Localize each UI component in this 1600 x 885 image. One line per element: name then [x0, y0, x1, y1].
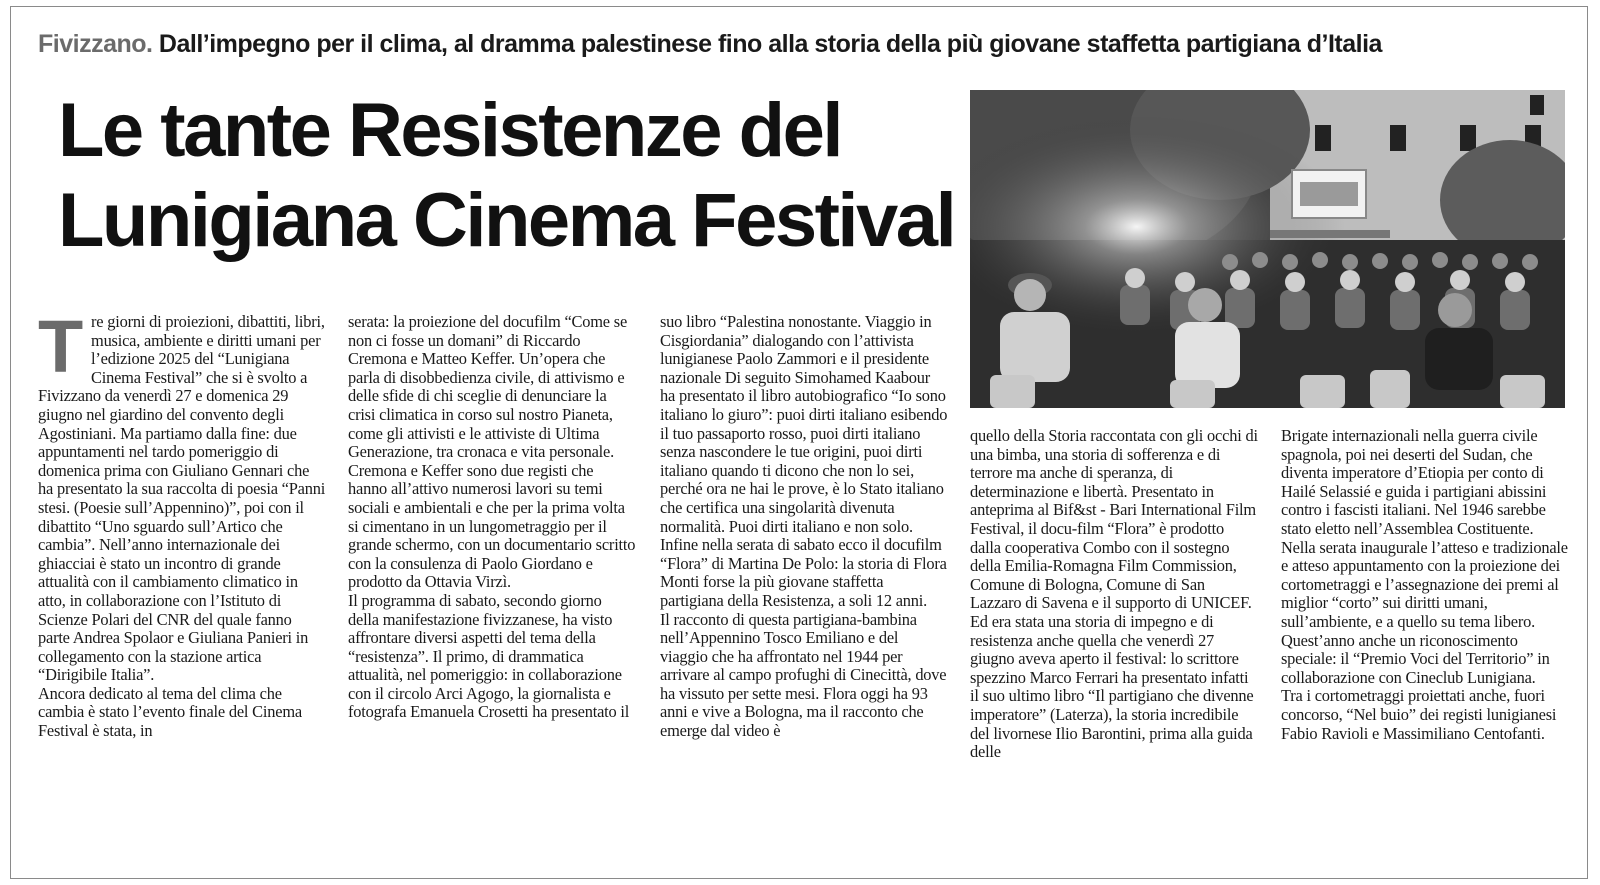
article-column-2: [348, 313, 636, 722]
headline-line-2: Lunigiana Cinema Festival: [58, 178, 955, 263]
screen-image: [1300, 182, 1358, 206]
drop-cap: T: [38, 305, 84, 388]
photo-illustration: [970, 90, 1565, 408]
paragraph: Ed era stata una storia di impegno e di resistenza anche quella che venerdì 27 giugno aveva aperto il festival: lo scrittore spezzino Marco Ferrari ha presentato infatti il suo ultimo libro “Il partigiano che divenne imperatore” (Laterza), la storia incredibile del livornese Ilio Barontini, prima alla guida delle: [970, 611, 1254, 762]
kicker-subtitle: Dall’impegno per il clima, al dramma palestinese fino alla storia della più giovane staffetta partigiana d’Italia: [158, 30, 1382, 58]
paragraph: Il racconto di questa partigiana-bambina nell’Appennino Tosco Emiliano e del viaggio che ha affrontato nel 1944 per arrivare al campo profughi di Cinecittà, dove ha vissuto per sette mesi. Flora oggi ha 93 anni e vive a Bologna, ma il racconto che emerge dal video è: [660, 609, 947, 741]
paragraph: Tra i cortometraggi proiettati anche, fuori concorso, “Nel buio” dei registi lunigianesi Fabio Ravioli e Massimiliano Centofanti.: [1281, 686, 1557, 743]
article-column-3: [660, 313, 948, 741]
article-photo: [970, 90, 1565, 408]
paragraph: Ancora dedicato al tema del clima che cambia è stato l’evento finale del Cinema Festival è stata, in: [38, 683, 302, 741]
paragraph: re giorni di proiezioni, dibattiti, libri, musica, ambiente e diritti umani per l’edizione 2025 del “Lunigiana Cinema Festival” che si è svolto a Fivizzano da venerdì 27 e domenica 29 giugno nel giardino del convento degli Agostiniani. Ma partiamo dalla fine: due appuntamenti nel tardo pomeriggio di domenica prima con Giuliano Gennari che ha presentato la sua raccolta di poesia “Panni stesi. (Poesie sull’Appennino)”, poi con il dibattito “Uno sguardo sull’Artico che cambia”. Nell’anno internazionale dei ghiacciai è stato un incontro di grande attualità con il cambiamento climatico in atto, in collaborazione con l’Istituto di Scienze Polari del CNR del quale fanno parte Andrea Spolaor e Giuliana Panieri in collegamento con la stazione artica “Dirigibile Italia”.: [38, 312, 326, 685]
paragraph: quello della Storia raccontata con gli occhi di una bimba, una storia di sofferenza e di terrore ma anche di speranza, di determinazione e libertà. Presentato in anteprima al Bif&st - Bari International Film Festival, il docu-film “Flora” è prodotto dalla cooperativa Combo con il sostegno della Emilia-Romagna Film Commission, Comune di Bologna, Comune di San Lazzaro di Savena e il supporto di UNICEF.: [970, 426, 1258, 613]
article-column-4: [970, 427, 1258, 762]
article-column-1: [38, 305, 326, 741]
headline-line-1: Le tante Resistenze del: [58, 88, 841, 173]
kicker-place: Fivizzano.: [38, 30, 153, 58]
paragraph: serata: la proiezione del docufilm “Come se non ci fosse un domani” di Riccardo Cremona e Matteo Keffer. Un’opera che parla di disobbedienza civile, di attivismo e delle sfide di chi sceglie di denunciare la crisi climatica in corso sul nostro Pianeta, come gli attivisti e le attiviste di Ultima Generazione, tra cronaca e vita personale. Cremona e Keffer sono due registi che hanno all’attivo numerosi lavori su temi sociali e ambientali e che per la prima volta si cimentano in un lungometraggio per il grande schermo, con un documentario scritto con la consulenza di Paolo Giordano e prodotto da Ottavia Virzì.: [348, 312, 636, 592]
stage-platform: [1270, 230, 1390, 238]
paragraph: Infine nella serata di sabato ecco il docufilm “Flora” di Martina De Polo: la storia di Flora Monti forse la più giovane staffetta partigiana della Resistenza, a soli 12 anni.: [660, 535, 947, 610]
article-kicker: [38, 30, 1382, 59]
paragraph: Brigate internazionali nella guerra civile spagnola, poi nei deserti del Sudan, che diventa imperatore d’Etiopia per conto di Hailé Selassié e guida i partigiani abissini contro i fascisti italiani. Nel 1946 sarebbe stato eletto nell’Assemblea Costituente.: [1281, 426, 1547, 538]
paragraph: Il programma di sabato, secondo giorno della manifestazione fivizzanese, ha visto affrontare diversi aspetti del tema della “resistenza”. Il primo, di drammatica attualità, nel pomeriggio: in collaborazione con il circolo Arci Agogo, la giornalista e fotografa Emanuela Crosetti ha presentato il: [348, 590, 630, 722]
article-headline: [58, 86, 955, 266]
article-column-5: [1281, 427, 1569, 743]
paragraph: suo libro “Palestina nonostante. Viaggio in Cisgiordania” dialogando con l’attivista lunigianese Paolo Zammori e il presidente nazionale Di seguito Simohamed Kaabour ha presentato il libro autobiografico “Io sono italiano lo giuro”: puoi dirti italiano esibendo il tuo passaporto rosso, puoi dirti italiano senza nascondere le tue origini, puoi dirti italiano quando ti dicono che non lo sei, perché ora ne hai le prove, è lo Stato italiano che certifica una singolarità divenuta normalità. Puoi dirti italiano e non solo.: [660, 312, 948, 536]
paragraph: Nella serata inaugurale l’atteso e tradizionale e atteso appuntamento con la proiezione dei cortometraggi e l’assegnazione dei premi al miglior “corto” sui diritti umani, sull’ambiente, e a quello su tema libero. Quest’anno anche un riconoscimento speciale: il “Premio Voci del Territorio” in collaborazione con Cineclub Lunigiana.: [1281, 537, 1568, 687]
